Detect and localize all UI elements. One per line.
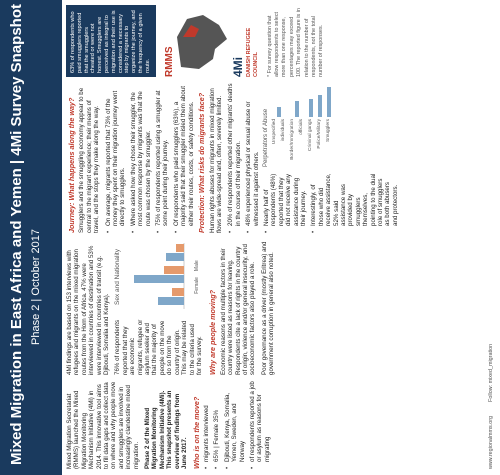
protection-bullet-1: • 20% of respondents reported other migrants' deaths in the course of their migration. — [227, 83, 242, 233]
why-heading: Why are people moving? — [208, 289, 218, 375]
protection-paragraph: Human rights abuses for migrants in mixed migration flows are wide-spread and, often, severely limited. — [208, 88, 223, 233]
perp-bar-2 — [295, 101, 299, 117]
why-paragraph-1: Economic reasons and multiple factors in their country were listed as reasons for leaving. Respondents cite a lack of rights in the country of origin, violence and/or general insecurity, and socioeconomic factors also played a role. — [219, 244, 257, 375]
protection-bullet-2: • 48% experienced physical or sexual abuse or witnessed it against others. — [245, 83, 260, 233]
perp-row-5: Smugglers — [324, 83, 333, 167]
abuse-row — [263, 83, 402, 233]
bar-female-3 — [176, 244, 184, 252]
who-heading: Who is on the move? — [191, 396, 201, 469]
intro-column — [66, 381, 274, 469]
footer-website-link[interactable]: www.regionalmms.org — [488, 415, 494, 469]
drc-logo: DANISH REFUGEE COUNCIL — [245, 27, 260, 77]
bar-female-1 — [172, 288, 184, 296]
bar-male-2 — [134, 275, 184, 283]
who-bullet-1: • migrants interviewed — [203, 381, 210, 469]
journey-column — [66, 83, 402, 233]
perpetrators-title: Perpetrators of Abuse — [262, 108, 269, 167]
sex-nationality-bars — [122, 241, 192, 313]
sex-nationality-chart — [114, 241, 203, 313]
rmms-logo: RMMS — [163, 46, 175, 77]
perp-bar-3 — [309, 99, 313, 117]
abuse-bullets — [263, 171, 402, 233]
legend-male: Male — [194, 260, 201, 272]
findings-paragraph: 4Mi findings are based on 153 interviews with refugees and migrants on the mixed migration routes from the Horn of Africa. 47% were interviewed in countries of destination and 53% were interviewed in countries of transit (e.g. Djibouti, Somalia and Kenya). — [66, 245, 111, 375]
perp-row-4: Police/Military — [315, 83, 324, 167]
who-bullet-2: • 65% | Female 35% — [213, 381, 220, 469]
sidebar-column — [66, 5, 326, 77]
journey-bullet-3: • 75% of respondents reported using a smuggler at some point during their journey. — [155, 83, 170, 233]
bar-female-2 — [164, 266, 184, 274]
bar-male-3 — [166, 253, 184, 261]
page-footer — [488, 9, 494, 469]
page-title: Mixed Migration in East Africa and Yemen | 4Mi Survey Snapshot — [8, 4, 25, 465]
title-banner — [0, 0, 62, 475]
region-map-icon — [173, 7, 233, 77]
intro-paragraph-1: Mixed Migration Secretariat (RMMS) launched the Mixed Migration Monitoring Mechanism Initiative (4Mi) in 2014. This innovative tool aims to fill data gaps and collect data on where and why people move and smugglers are involved in increasingly clandestine mixed migration. — [66, 381, 140, 469]
footer-social-link[interactable]: Follow: mixed_migration — [488, 343, 494, 402]
chart-legend — [194, 241, 201, 313]
perpetrators-chart — [263, 83, 402, 167]
economic-stat: 76% of respondents reported that they are economic migrants, refugee or asylum seeker and that the majority of people on the move do so from the country of origin. This may be related to the criteria used for the survey. — [114, 319, 203, 375]
journey-heading: Journey: What happens along the way? — [67, 97, 76, 233]
sex-nationality-title: Sex and Nationality — [114, 249, 122, 306]
perpetrators-rows — [270, 83, 333, 167]
why-paragraph-2: Poor governance as a driver (mostly Eritrea) and government corruption in general also noted. — [260, 241, 276, 375]
legend-female: Female — [194, 277, 201, 294]
perp-row-1: Unspecified individuals — [270, 83, 288, 167]
who-bullet-3: • Djibouti, Kenya, Somalia, Yemen, Sweden, and Norway — [224, 381, 246, 469]
intro-paragraph-2: Phase 2 of the Mixed Migration Monitoring Mechanism Initiative (4Mi). This snapshot presents an overview of findings from June 2017. — [144, 390, 189, 469]
journey-bullet-4: • Of respondents who paid smugglers (63%), a majority said that their smuggler misled them about either their routes, costs, or safety conditions. — [173, 83, 195, 233]
findings-column — [66, 240, 280, 375]
who-bullet-4: • of respondents reported a job or asylum as reasons for migrating — [249, 381, 271, 469]
perp-bar-4 — [318, 95, 322, 117]
protection-heading: Protection: What risks do migrants face? — [197, 92, 207, 233]
perp-bar-1 — [277, 107, 281, 117]
perp-row-2: Border/Immigration officials — [288, 83, 306, 167]
journey-paragraph: Smugglers and the smuggling economy appear to be central to the migrant experience; their means of travel, and the stops they make along the way. — [78, 87, 101, 233]
bar-male-1 — [158, 297, 184, 305]
protection-bullet-4: • Interestingly, of those who did receive assistance, 52% said assistance was provided by smugglers themselves, pointing to the dual role of smugglers as both abusers and protectors. — [310, 171, 399, 233]
smuggler-callout: 63% of respondents who paid smugglers reported that the smugglers cheated or were not honest. Smugglers are perceived as integral to migration and their use is considered a necessary step by migrants to organize the journey, and the frequency of a given route. — [66, 5, 156, 77]
protection-bullet-3: • Nearly half of respondents (48%) reported that they did not receive any assistance during their journey. — [263, 171, 307, 233]
perp-row-3: Criminal gangs — [306, 83, 315, 167]
perp-bar-5 — [327, 87, 331, 117]
page-subtitle: Phase 2 | October 2017 — [30, 229, 42, 345]
stat-and-chart-row — [114, 240, 203, 375]
4mi-logo: 4Mi — [231, 56, 246, 77]
survey-footnote: * For survey question that allow respondents to select more than one response, percentages may exceed 100. The reported figure is in relation to the number of respondents, not the total number of responses. — [266, 8, 325, 77]
journey-bullet-2: • Where asked how they chose their smuggler, the most common response by migrants was that the route was chosen by the smuggler. — [130, 83, 152, 233]
journey-bullet-1: • On average, migrants reported that 73% of the money they spent on their migration journey went directly to smugglers. — [105, 83, 127, 233]
